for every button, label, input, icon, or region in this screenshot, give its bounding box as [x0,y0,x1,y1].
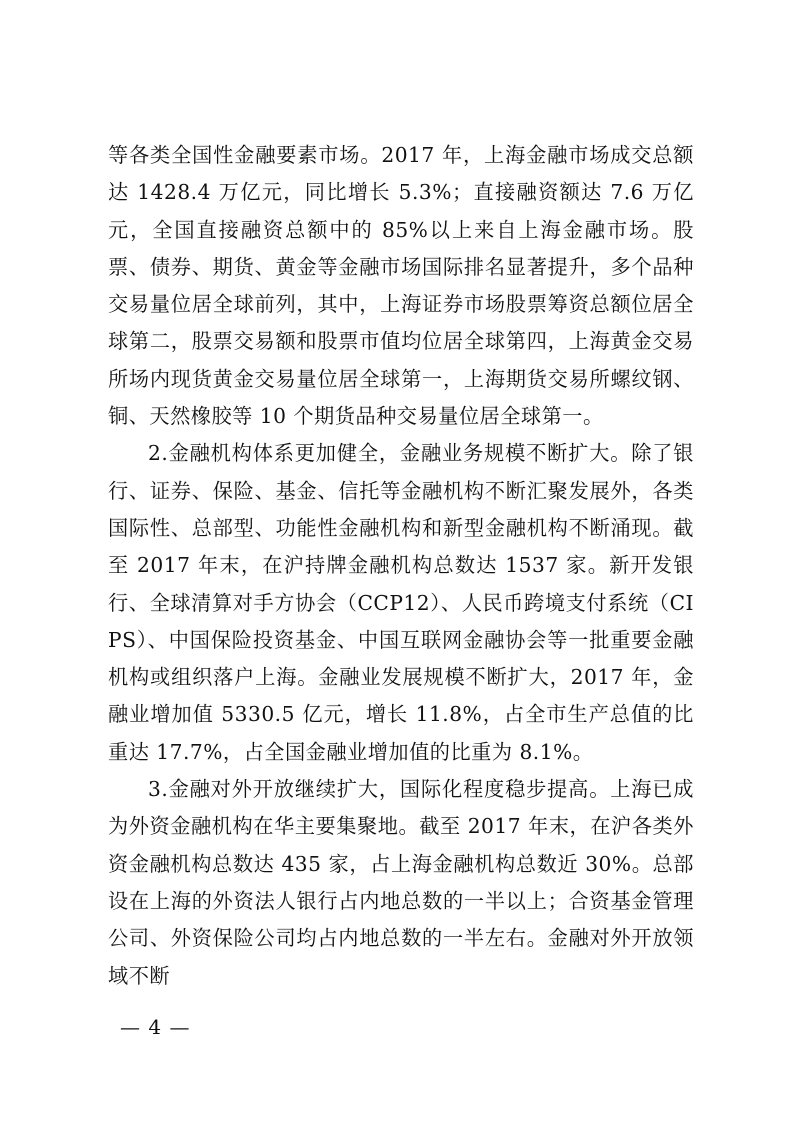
paragraph-financial-markets: 等各类全国性金融要素市场。2017 年，上海金融市场成交总额达 1428.4 万亿元，同比增长 5.3%；直接融资额达 7.6 万亿元，全国直接融资总额中的 85%以上来自上海金融市场。股票、债券、期货、黄金等金融市场国际排名显著提升，多个品种交易量位居全球前列，其中，上海证券市场股票筹资总额位居全球第二，股票交易额和股票市值均位居全球第四，上海黄金交易所场内现货黄金交易量位居全球第一，上海期货交易所螺纹钢、铜、天然橡胶等 10 个期货品种交易量位居全球第一。 [108,143,694,429]
document-page [108,137,694,995]
paragraph-financial-opening: 3.金融对外开放继续扩大，国际化程度稳步提高。上海已成为外资金融机构在华主要集聚地。截至 2017 年末，在沪各类外资金融机构总数达 435 家，占上海金融机构总数近 30%。总部设在上海的外资法人银行占内地总数的一半以上；合资基金管理公司、外资保险公司均占内地总数的一半左右。金融对外开放领域不断 [108,777,694,988]
page-number: — 4 — [120,1015,191,1039]
paragraph-financial-institutions: 2.金融机构体系更加健全，金融业务规模不断扩大。除了银行、证券、保险、基金、信托等金融机构不断汇聚发展外，各类国际性、总部型、功能性金融机构和新型金融机构不断涌现。截至 2017 年末，在沪持牌金融机构总数达 1537 家。新开发银行、全球清算对手方协会（CCP12）、人民币跨境支付系统（CIPS）、中国保险投资基金、中国互联网金融协会等一批重要金融机构或组织落户上海。金融业发展规模不断扩大，2017 年，金融业增加值 5330.5 亿元，增长 11.8%，占全市生产总值的比重达 17.7%，占全国金融业增加值的比重为 8.1%。 [108,441,694,764]
